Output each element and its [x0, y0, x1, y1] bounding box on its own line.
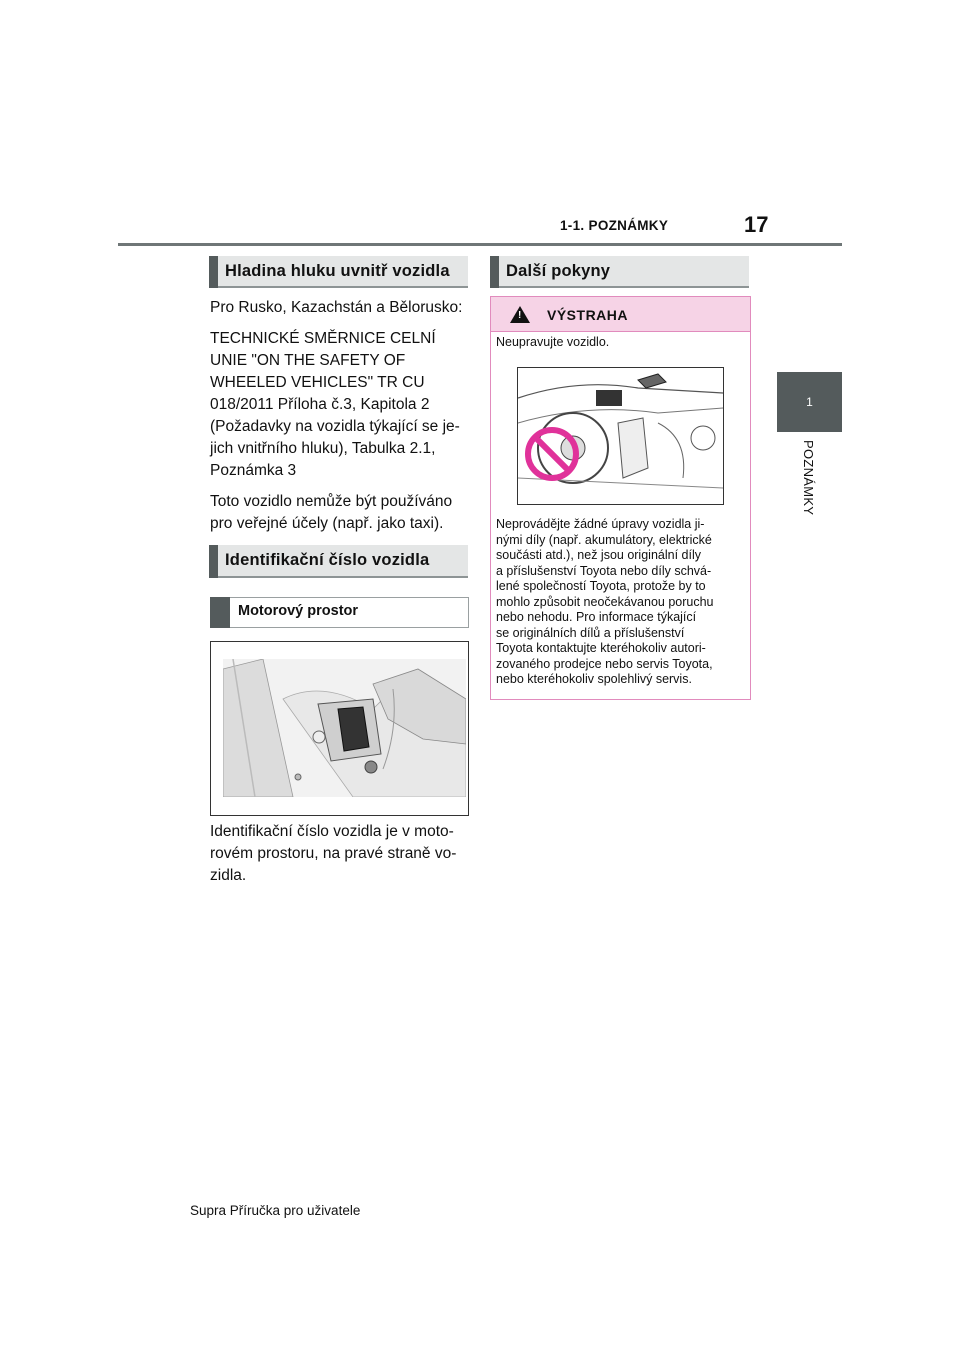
warning-header: ! VÝSTRAHA — [491, 297, 750, 332]
paragraph: Toto vozidlo nemůže být používáno pro veřejné účely (např. jako taxi). — [210, 493, 453, 532]
engine-bay-figure — [210, 641, 469, 816]
regulation-paragraph: TECHNICKÉ SMĚRNICE CELNÍ UNIE "ON THE SAFETY OF WHEELED VEHICLES" TR CU 018/2011 Příloha č.3, Kapitola 2 (Požadavky na vozidla týkající se je- jich vnitřního hluku), Tabulka 2.1, Poznámka 3 — [210, 330, 460, 479]
page-number: 17 — [744, 212, 769, 237]
section-heading-noise-text: Hladina hluku uvnitř vozidla — [225, 262, 450, 280]
chapter-side-label — [800, 440, 820, 530]
vin-caption — [210, 821, 472, 896]
footer-title: Supra Příručka pro uživatele — [190, 1203, 361, 1218]
section-title: 1-1. POZNÁMKY — [560, 218, 669, 233]
header-divider — [118, 243, 842, 246]
noise-text-block — [210, 297, 472, 544]
subheading-engine-bay-text: Motorový prostor — [238, 603, 359, 619]
paragraph: Identifikační číslo vozidla je v moto- rovém prostoru, na pravé straně vo- zidla. — [210, 823, 457, 884]
chapter-tab-number: 1 — [806, 395, 813, 409]
subheading-engine-bay — [210, 597, 469, 628]
section-heading-vin-text: Identifikační číslo vozidla — [225, 551, 430, 569]
warning-body: Neprovádějte žádné úpravy vozidla ji- nými díly (např. akumulátory, elektrické součásti atd.), než jsou originální díly a příslušenství Toyota nebo díly schvá- lené společností Toyota, protože by to mohlo způsobit neočekávanou poruchu nebo nehodu. Pro informace týkající se originálních dílů a příslušenství Toyota kontaktujte kteréhokoliv autori- zovaného prodejce nebo servis Toyota, nebo kteréhokoliv spolehlivý servis. — [496, 517, 714, 686]
paragraph: Pro Rusko, Kazachstán a Bělorusko: — [210, 299, 463, 316]
section-heading-other-text: Další pokyny — [506, 262, 611, 280]
section-heading-noise — [209, 256, 468, 288]
chapter-side-label-text: POZNÁMKY — [801, 440, 816, 516]
chapter-tab[interactable] — [777, 372, 842, 432]
dashboard-figure — [517, 367, 724, 505]
section-heading-vin — [209, 545, 468, 578]
warning-title: VÝSTRAHA — [547, 307, 629, 323]
prohibition-icon — [524, 426, 580, 482]
warning-box — [490, 296, 751, 700]
section-heading-other — [490, 256, 749, 288]
warning-intro: Neupravujte vozidlo. — [496, 335, 610, 349]
engine-bay-illustration — [223, 659, 466, 797]
